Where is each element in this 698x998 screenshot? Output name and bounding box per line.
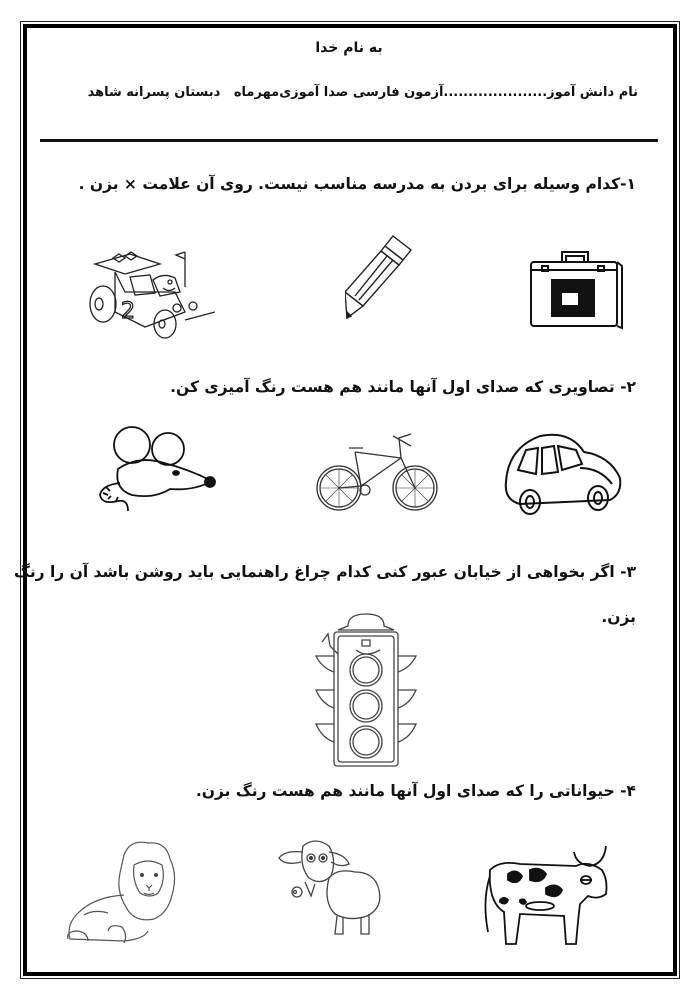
bicycle-image[interactable] xyxy=(315,430,443,514)
sheep-icon xyxy=(275,838,385,938)
svg-text:2: 2 xyxy=(121,299,135,324)
question-2: ۲- تصاویری که صدای اول آنها مانند هم هست رنگ آمیزی کن. xyxy=(170,378,636,396)
header-info-row xyxy=(87,85,638,105)
sheep-image[interactable] xyxy=(275,838,385,938)
mouse-icon xyxy=(98,425,222,513)
toy-race-car-icon xyxy=(85,242,215,342)
student-name-field[interactable]: نام دانش آموز..................... xyxy=(443,85,638,100)
question-3-continued: بزن. xyxy=(601,608,636,626)
car-image[interactable] xyxy=(500,428,624,518)
lion-image[interactable] xyxy=(64,835,190,947)
car-icon xyxy=(500,428,624,518)
page-title: به نام خدا xyxy=(315,40,383,56)
traffic-light-icon xyxy=(308,612,424,768)
bicycle-icon xyxy=(315,430,443,514)
header-divider xyxy=(40,139,658,142)
cow-icon xyxy=(480,840,620,952)
pencil-icon xyxy=(345,232,415,320)
traffic-light-image[interactable] xyxy=(308,612,424,768)
exam-month: مهرماه xyxy=(233,85,280,100)
lion-icon xyxy=(64,835,190,947)
mouse-image[interactable] xyxy=(98,425,222,513)
school-name: دبستان پسرانه شاهد xyxy=(87,85,221,100)
exam-title: آزمون فارسی صدا آموزی xyxy=(279,85,444,100)
cow-image[interactable] xyxy=(480,840,620,952)
school-bag-icon xyxy=(528,250,624,330)
question-1: ۱-کدام وسیله برای بردن به مدرسه مناسب نیست. روی آن علامت × بزن . xyxy=(78,175,636,193)
school-bag-image[interactable] xyxy=(528,250,624,330)
question-3: ۳- اگر بخواهی از خیابان عبور کنی کدام چراغ راهنمایی باید روشن باشد آن را رنگ xyxy=(13,563,636,581)
exam-month-school xyxy=(88,85,280,105)
pencil-image[interactable] xyxy=(345,232,415,320)
toy-race-car-image[interactable] xyxy=(85,242,215,342)
question-4: ۴- حیواناتی را که صدای اول آنها مانند هم هست رنگ بزن. xyxy=(195,782,636,800)
